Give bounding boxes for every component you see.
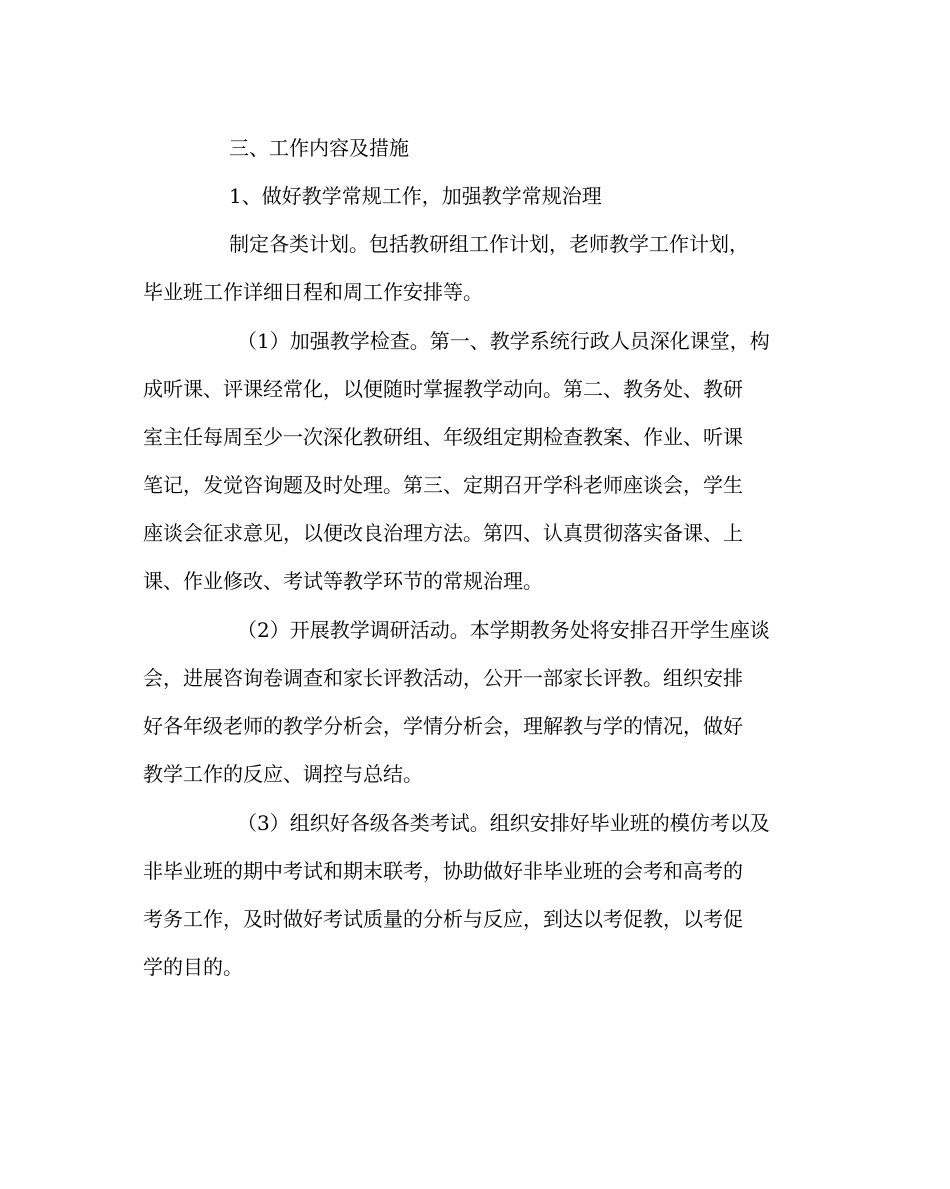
paragraph-line: 成听课、评课经常化，以便随时掌握教学动向。第二、教务处、教研 — [143, 377, 743, 401]
paragraph-line: 座谈会征求意见，以便改良治理方法。第四、认真贯彻落实备课、上 — [143, 521, 743, 545]
list-item-1 — [143, 321, 808, 601]
paragraph-line: 笔记，发觉咨询题及时处理。第三、定期召开学科老师座谈会，学生 — [143, 473, 743, 497]
paragraph-line: 室主任每周至少一次深化教研组、年级组定期检查教案、作业、听课 — [143, 425, 743, 449]
paragraph-line: 会，进展咨询卷调查和家长评教活动，公开一部家长评教。组织安排 — [143, 666, 743, 690]
list-item-3 — [143, 803, 808, 987]
paragraph-line: 非毕业班的期中考试和期末联考，协助做好非毕业班的会考和高考的 — [143, 859, 743, 883]
section-heading: 三、工作内容及措施 — [229, 136, 409, 160]
subsection-heading: 1、做好教学常规工作，加强教学常规治理 — [229, 184, 602, 208]
paragraph-line: 学的目的。 — [143, 955, 243, 979]
paragraph-line: （1）加强教学检查。第一、教学系统行政人员深化课堂，构 — [237, 329, 770, 353]
paragraph-line: （3）组织好各级各类考试。组织安排好毕业班的模仿考以及 — [237, 811, 770, 835]
paragraph-line: 考务工作，及时做好考试质量的分析与反应，到达以考促教，以考促 — [143, 907, 743, 931]
intro-paragraph — [143, 224, 808, 312]
paragraph-line: （2）开展教学调研活动。本学期教务处将安排召开学生座谈 — [237, 618, 770, 642]
list-item-2 — [143, 610, 808, 794]
paragraph-line: 教学工作的反应、调控与总结。 — [143, 762, 423, 786]
paragraph-line: 课、作业修改、考试等教学环节的常规治理。 — [143, 569, 543, 593]
document-body — [143, 128, 808, 987]
paragraph-line: 制定各类计划。包括教研组工作计划，老师教学工作计划， — [229, 232, 749, 256]
paragraph-line: 好各年级老师的教学分析会，学情分析会，理解教与学的情况，做好 — [143, 714, 743, 738]
paragraph-line: 毕业班工作详细日程和周工作安排等。 — [143, 280, 483, 304]
